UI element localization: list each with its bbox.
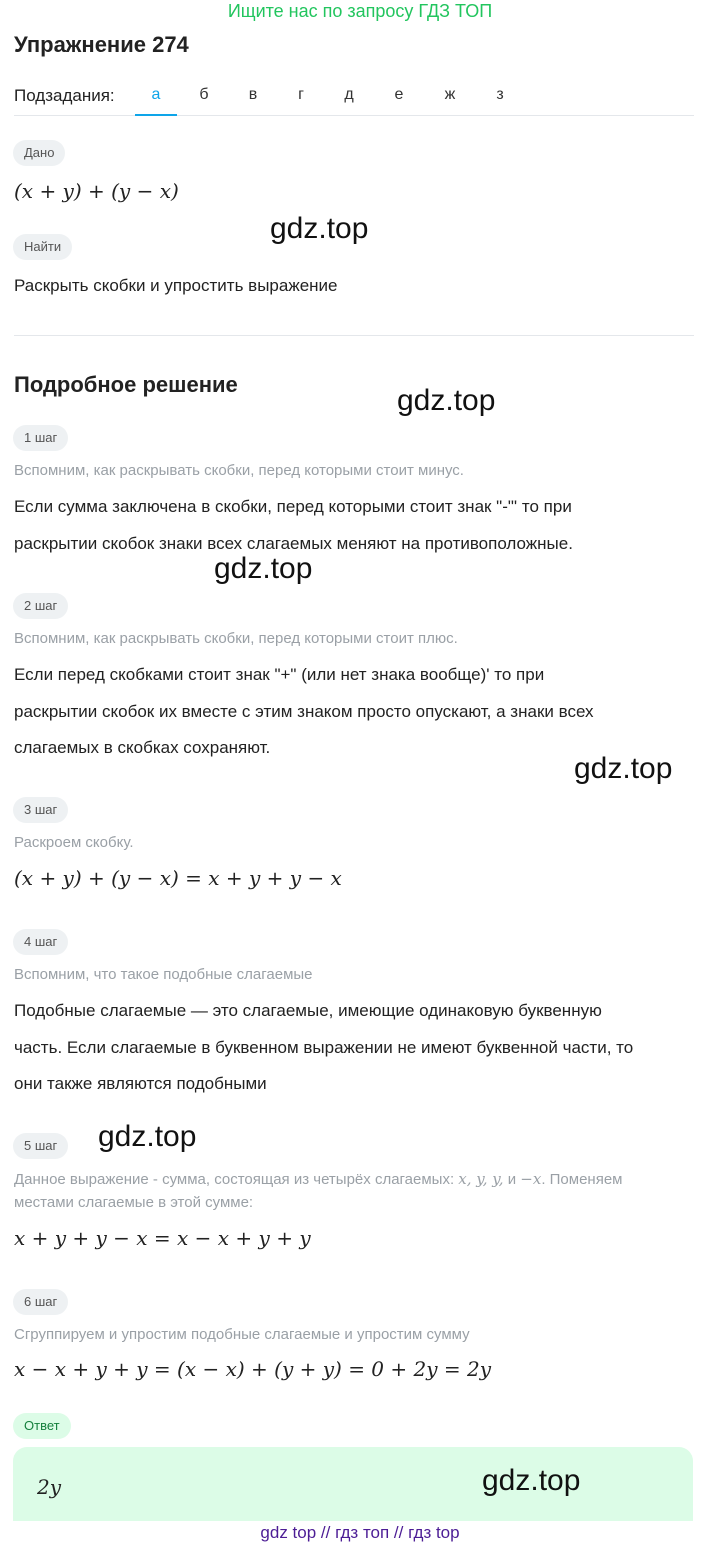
step-2-hint: Вспомним, как раскрывать скобки, перед которыми стоит плюс. [14, 630, 458, 647]
tab-subtask-d[interactable]: д [344, 86, 354, 103]
tab-subtask-b[interactable]: б [199, 86, 209, 103]
watermark-1: gdz.top [270, 212, 369, 245]
step-4-line-2: часть. Если слагаемые в буквенном выражении не имеют буквенной части, то [14, 1038, 634, 1057]
step-5-hint-suffix: . Поменяем [541, 1171, 623, 1188]
watermark-2: gdz.top [397, 384, 496, 417]
answer-box [13, 1447, 693, 1521]
find-badge: Найти [13, 234, 72, 260]
step-4-line-1: Подобные слагаемые — это слагаемые, имеющие одинаковую буквенную [14, 1001, 602, 1020]
given-badge: Дано [13, 140, 65, 166]
footer-links[interactable]: gdz top // гдз топ // гдз top [260, 1523, 460, 1542]
solution-title: Подробное решение [14, 372, 238, 397]
step-4-line-3: они также являются подобными [14, 1074, 267, 1093]
subtask-tabs [14, 86, 694, 116]
answer-badge: Ответ [13, 1413, 71, 1439]
tab-subtask-g[interactable]: г [298, 86, 304, 103]
step-5-formula: x + y + y − x = x − x + y + y [14, 1226, 311, 1250]
watermark-4: gdz.top [574, 752, 673, 785]
step-2-line-2: раскрытии скобок их вместе с этим знаком просто опускают, а знаки всех [14, 702, 594, 721]
promo-banner[interactable]: Ищите нас по запросу ГДЗ ТОП [227, 1, 493, 21]
step-3-hint: Раскроем скобку. [14, 834, 134, 851]
step-1-line-2: раскрытии скобок знаки всех слагаемых меняют на противоположные. [14, 534, 573, 553]
step-5-hint-and: и [503, 1171, 521, 1188]
step-2-line-3: слагаемых в скобках сохраняют. [14, 738, 271, 757]
step-5-hint-line-2: местами слагаемые в этой сумме: [14, 1194, 254, 1211]
step-5-badge: 5 шаг [13, 1133, 68, 1159]
find-text: Раскрыть скобки и упростить выражение [14, 276, 338, 295]
watermark-6: gdz.top [482, 1464, 581, 1497]
watermark-3: gdz.top [214, 552, 313, 585]
step-2-line-1: Если перед скобками стоит знак "+" (или нет знака вообще)' то при [14, 665, 545, 684]
step-5-hint-neg-term: −x [520, 1170, 542, 1188]
watermark-5: gdz.top [98, 1120, 197, 1153]
tab-subtask-v[interactable]: в [248, 86, 258, 103]
step-3-badge: 3 шаг [13, 797, 68, 823]
tab-subtask-zh[interactable]: ж [444, 86, 456, 103]
section-divider [14, 335, 694, 336]
step-2-badge: 2 шаг [13, 593, 68, 619]
step-6-badge: 6 шаг [13, 1289, 68, 1315]
step-5-hint-line-1 [14, 1170, 623, 1188]
step-4-badge: 4 шаг [13, 929, 68, 955]
tab-subtask-e[interactable]: е [394, 86, 404, 103]
subtasks-label: Подзадания: [14, 86, 115, 105]
exercise-title: Упражнение 274 [14, 32, 189, 57]
step-6-hint: Сгруппируем и упростим подобные слагаемые и упростим сумму [14, 1326, 470, 1343]
step-4-hint: Вспомним, что такое подобные слагаемые [14, 966, 313, 983]
step-6-formula: x − x + y + y = (x − x) + (y + y) = 0 + 2y = 2y [14, 1357, 492, 1381]
step-1-badge: 1 шаг [13, 425, 68, 451]
step-5-hint-prefix: Данное выражение - сумма, состоящая из четырёх слагаемых: [14, 1171, 459, 1188]
step-3-formula: (x + y) + (y − x) = x + y + y − x [14, 866, 342, 890]
step-5-hint-terms: x, y, y, [458, 1170, 504, 1188]
given-expression: (x + y) + (y − x) [14, 179, 179, 203]
answer-value: 2y [37, 1475, 62, 1499]
step-1-line-1: Если сумма заключена в скобки, перед которыми стоит знак "-"' то при [14, 497, 572, 516]
step-1-hint: Вспомним, как раскрывать скобки, перед которыми стоит минус. [14, 462, 464, 479]
tab-subtask-a[interactable]: а [135, 86, 177, 116]
tab-subtask-z[interactable]: з [496, 86, 504, 103]
